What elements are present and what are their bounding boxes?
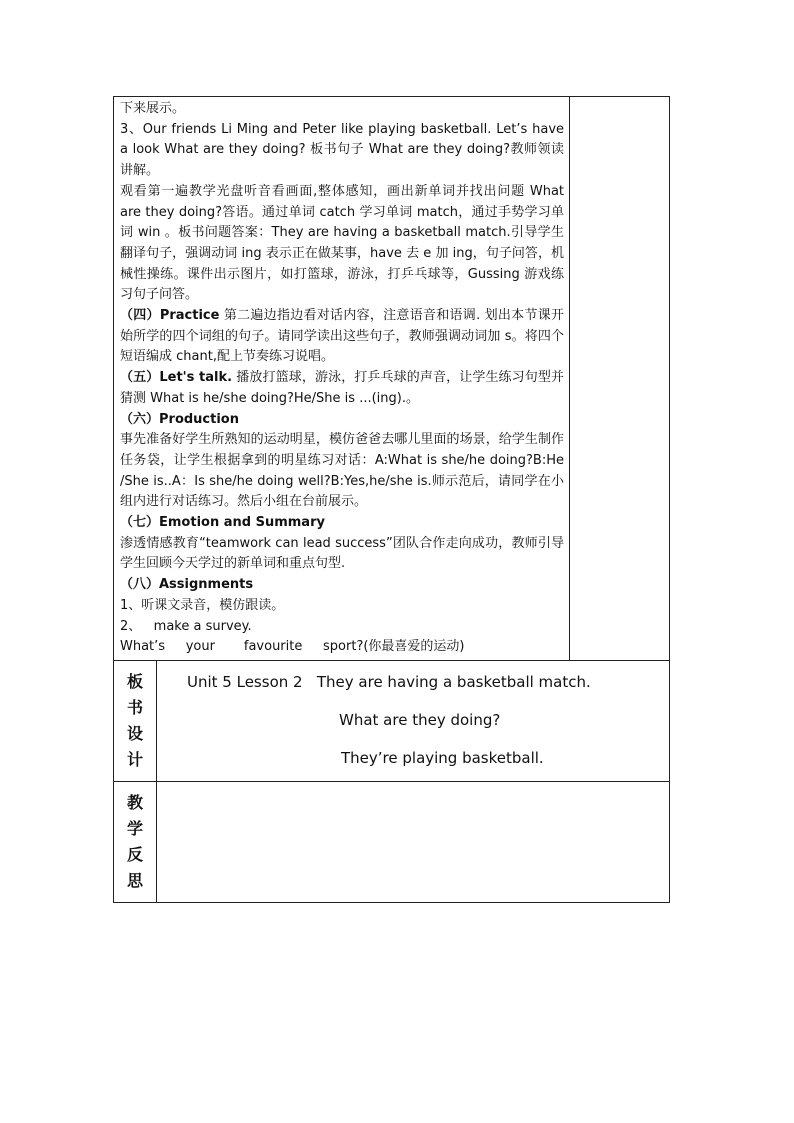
blackboard-answer: They’re playing basketball.	[341, 748, 544, 767]
label-char: 计	[126, 749, 143, 769]
assignment-item: What’s your favourite sport?(你最喜爱的运动)	[120, 639, 465, 655]
paragraph: 观看第一遍教学光盘听音看画面,整体感知，画出新单词并找出问题 What are they doing?答语。通过单词 catch 学习单词 match，通过手势学习单词 win 。板书问题答案：They are having a basketball match.引导学生翻译句子，强调动词 ing 表示正在做某事，have 去 e 加 ing，句子问答，机械性操练。课件出示图片，如打篮球，游泳，打乒乓球等，Gussing 游戏练习句子问答。	[120, 183, 565, 303]
notes-cell	[570, 97, 670, 661]
section-summary-body: 渗透情感教育“teamwork can lead success”团队合作走向成功，教师引导学生回顾今天学过的新单词和重点句型.	[120, 535, 565, 572]
label-char: 思	[126, 870, 143, 890]
section-body: 第二遍边指边看对话内容，注意语音和语调. 划出本节课开始所学的四个词组的句子。请同学读出这些句子，教师强调动词加 s。将四个短语编成 chant,配上节奏练习说唱。	[120, 308, 565, 365]
section-heading: （八）Assignments	[120, 577, 254, 593]
reflection-label	[114, 781, 157, 902]
teaching-process-cell	[114, 97, 570, 661]
blackboard-row	[114, 660, 670, 781]
label-char: 教	[126, 792, 143, 812]
label-char: 书	[126, 697, 143, 717]
label-char: 设	[126, 723, 143, 743]
label-char: 反	[126, 844, 143, 864]
assignment-item: 2、 make a survey.	[120, 618, 252, 634]
section-heading: （七）Emotion and Summary	[120, 515, 325, 531]
reflection-content	[157, 781, 670, 902]
label-char: 学	[126, 818, 143, 838]
blackboard-question: What are they doing?	[339, 710, 501, 729]
blackboard-content	[157, 660, 670, 781]
section-summary-heading	[120, 513, 564, 534]
teaching-process-row	[114, 97, 670, 661]
assignment-item: 1、听课文录音，模仿跟读。	[120, 597, 285, 613]
lesson-plan-table	[113, 96, 670, 903]
section-practice	[120, 306, 564, 368]
section-heading: （四）Practice	[120, 308, 220, 324]
paragraph: 下来展示。	[120, 101, 186, 116]
blackboard-title: Unit 5 Lesson 2 They are having a basketball match.	[187, 672, 591, 691]
section-heading: （五）Let's talk.	[120, 370, 233, 386]
section-heading: （六）Production	[120, 411, 239, 427]
paragraph: 3、Our friends Li Ming and Peter like playing basketball. Let’s have a look What are they doing? 板书句子 What are they doing?教师领读讲解。	[120, 121, 565, 179]
label-char: 板	[126, 671, 143, 691]
section-production-body: 事先准备好学生所熟知的运动明星，模仿爸爸去哪儿里面的场景，给学生制作任务袋，让学生根据拿到的明星练习对话：A:What is she/he doing?B:He /She is..A：Is she/he doing well?B:Yes,he/she is.师示范后，请同学在小组内进行对话练习。然后小组在台前展示。	[120, 432, 565, 510]
reflection-row	[114, 781, 670, 902]
section-assignments-heading	[120, 575, 564, 596]
section-lets-talk	[120, 368, 564, 409]
blackboard-label	[114, 660, 157, 781]
section-production-heading	[120, 410, 564, 431]
section-body: 播放打篮球，游泳，打乒乓球的声音，让学生练习句型并猜测 What is he/she doing?He/She is ...(ing).。	[120, 370, 565, 406]
